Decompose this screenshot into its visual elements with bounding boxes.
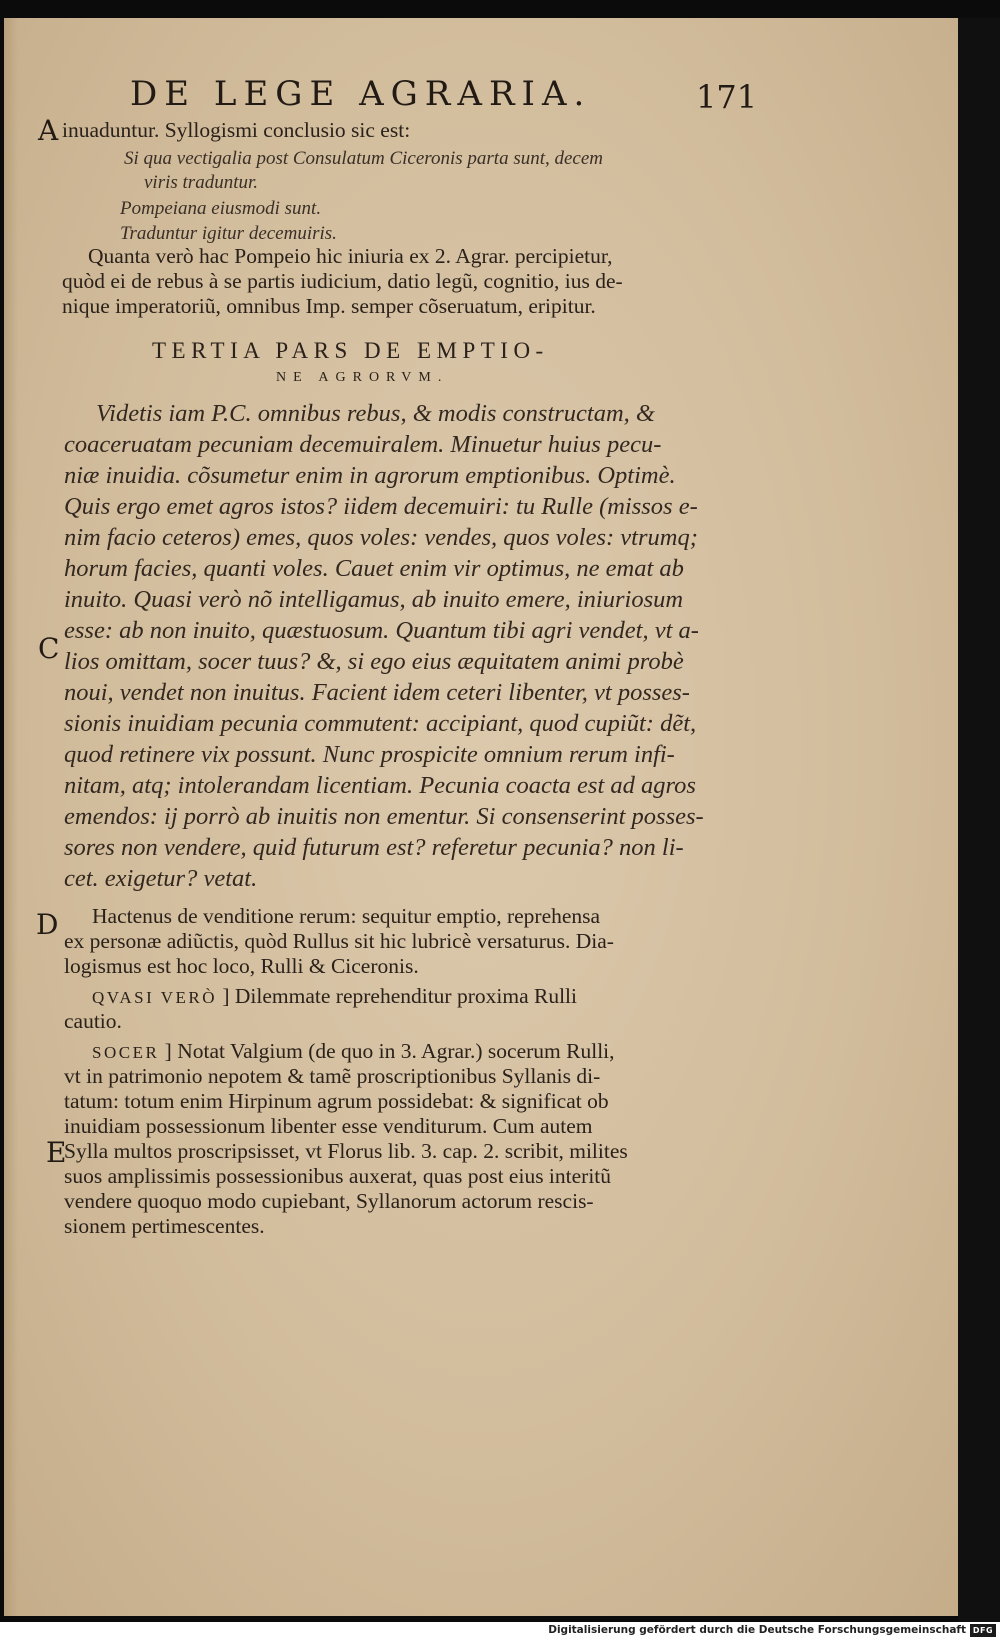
note-line: tatum: totum enim Hirpinum agrum possidebat: & significat ob <box>64 1089 609 1113</box>
oration-line: sores non vendere, quid futurum est? referetur pecunia? non li- <box>64 834 684 861</box>
oration-line: noui, vendet non inuitus. Facient idem ceteri libenter, vt posses- <box>64 679 690 706</box>
syllogism-line: Traduntur igitur decemuiris. <box>120 223 337 244</box>
note-line: vendere quoquo modo cupiebant, Syllanorum actorum rescis- <box>64 1189 594 1213</box>
margin-letter-e: E <box>46 1136 67 1169</box>
page-number: 171 <box>696 78 758 116</box>
footer-credit: Digitalisierung gefördert durch die Deutsche Forschungsgemeinschaft <box>548 1624 966 1636</box>
note-text: ] Dilemmate reprehenditur proxima Rulli <box>222 984 578 1008</box>
note-line: inuidiam possessionum libenter esse venditurum. Cum autem <box>64 1114 593 1138</box>
oration-line: Videtis iam P.C. omnibus rebus, & modis constructam, & <box>96 400 655 427</box>
commentary-line: Hactenus de venditione rerum: sequitur emptio, reprehensa <box>92 904 601 928</box>
text-line: inuaduntur. Syllogismi conclusio sic est: <box>62 118 411 142</box>
oration-line: nim facio ceteros) emes, quos voles: vendes, quos voles: vtrumq; <box>64 524 698 551</box>
commentary-line: logismus est hoc loco, Rulli & Ciceronis. <box>64 954 419 978</box>
margin-letter-c: C <box>38 632 60 665</box>
oration-line: coaceruatam pecuniam decemuiralem. Minuetur huius pecu- <box>64 431 662 458</box>
oration-line: nitam, atq; intolerandam licentiam. Pecunia coacta est ad agros <box>64 772 696 799</box>
oration-line: niæ inuidia. cõsumetur enim in agrorum emptionibus. Optimè. <box>64 462 676 489</box>
oration-line: esse: ab non inuito, quæstuosum. Quantum tibi agri vendet, vt a- <box>64 617 699 644</box>
dfg-logo: DFG <box>970 1624 996 1637</box>
text-line: Quanta verò hac Pompeio hic iniuria ex 2. Agrar. percipietur, <box>88 244 613 268</box>
note-line: suos amplissimis possessionibus auxerat, quas post eius interitũ <box>64 1164 612 1188</box>
note-lemma: SOCER <box>92 1043 160 1062</box>
note-line: cautio. <box>64 1009 122 1033</box>
section-heading-line: NE AGRORVM. <box>276 370 449 385</box>
running-title: DE LEGE AGRARIA. <box>130 74 592 114</box>
note-line: sionem pertimescentes. <box>64 1214 265 1238</box>
note-text: ] Notat Valgium (de quo in 3. Agrar.) socerum Rulli, <box>164 1039 615 1063</box>
commentary-line: ex personæ adiũctis, quòd Rullus sit hic lubricè versaturus. Dia- <box>64 929 614 953</box>
section-heading-line: TERTIA PARS DE EMPTIO- <box>152 338 549 363</box>
margin-letter-a: A <box>38 114 59 147</box>
oration-line: emendos: ij porrò ab inuitis non ementur. Si consenserint posses- <box>64 803 704 830</box>
note-line: vt in patrimonio nepotem & tamẽ proscriptionibus Syllanis di- <box>64 1064 601 1088</box>
note-quasi <box>92 984 577 1009</box>
note-lemma: QVASI VERÒ <box>92 988 217 1007</box>
oration-line: inuito. Quasi verò nõ intelligamus, ab inuito emere, iniuriosum <box>64 586 684 613</box>
oration-line: horum facies, quanti voles. Cauet enim vir optimus, ne emat ab <box>64 555 684 582</box>
oration-line: cet. exigetur? vetat. <box>64 865 258 892</box>
text-line: nique imperatoriũ, omnibus Imp. semper cõseruatum, eripitur. <box>62 294 596 318</box>
text-line: quòd ei de rebus à se partis iudicium, datio legũ, cognitio, ius de- <box>62 269 623 293</box>
syllogism-line: Si qua vectigalia post Consulatum Ciceronis parta sunt, decem <box>124 148 604 169</box>
book-page <box>4 18 958 1616</box>
oration-line: Quis ergo emet agros istos? iidem decemuiri: tu Rulle (missos e- <box>64 493 698 520</box>
note-line: Sylla multos proscripsisset, vt Florus lib. 3. cap. 2. scribit, milites <box>64 1139 628 1163</box>
page-gutter-shadow <box>4 18 18 1616</box>
oration-line: sionis inuidiam pecunia commutent: accipiant, quod cupiũt: dẽt, <box>64 710 697 737</box>
note-socer <box>92 1039 615 1064</box>
syllogism-line: viris traduntur. <box>144 172 259 193</box>
scan-edge <box>958 18 1000 1622</box>
syllogism-line: Pompeiana eiusmodi sunt. <box>120 198 322 219</box>
margin-letter-d: D <box>36 908 59 941</box>
oration-line: quod retinere vix possunt. Nunc prospicite omnium rerum infi- <box>64 741 675 768</box>
oration-line: lios omittam, socer tuus? &, si ego eius æquitatem animi probè <box>64 648 684 675</box>
footer-bar <box>0 1622 1000 1640</box>
